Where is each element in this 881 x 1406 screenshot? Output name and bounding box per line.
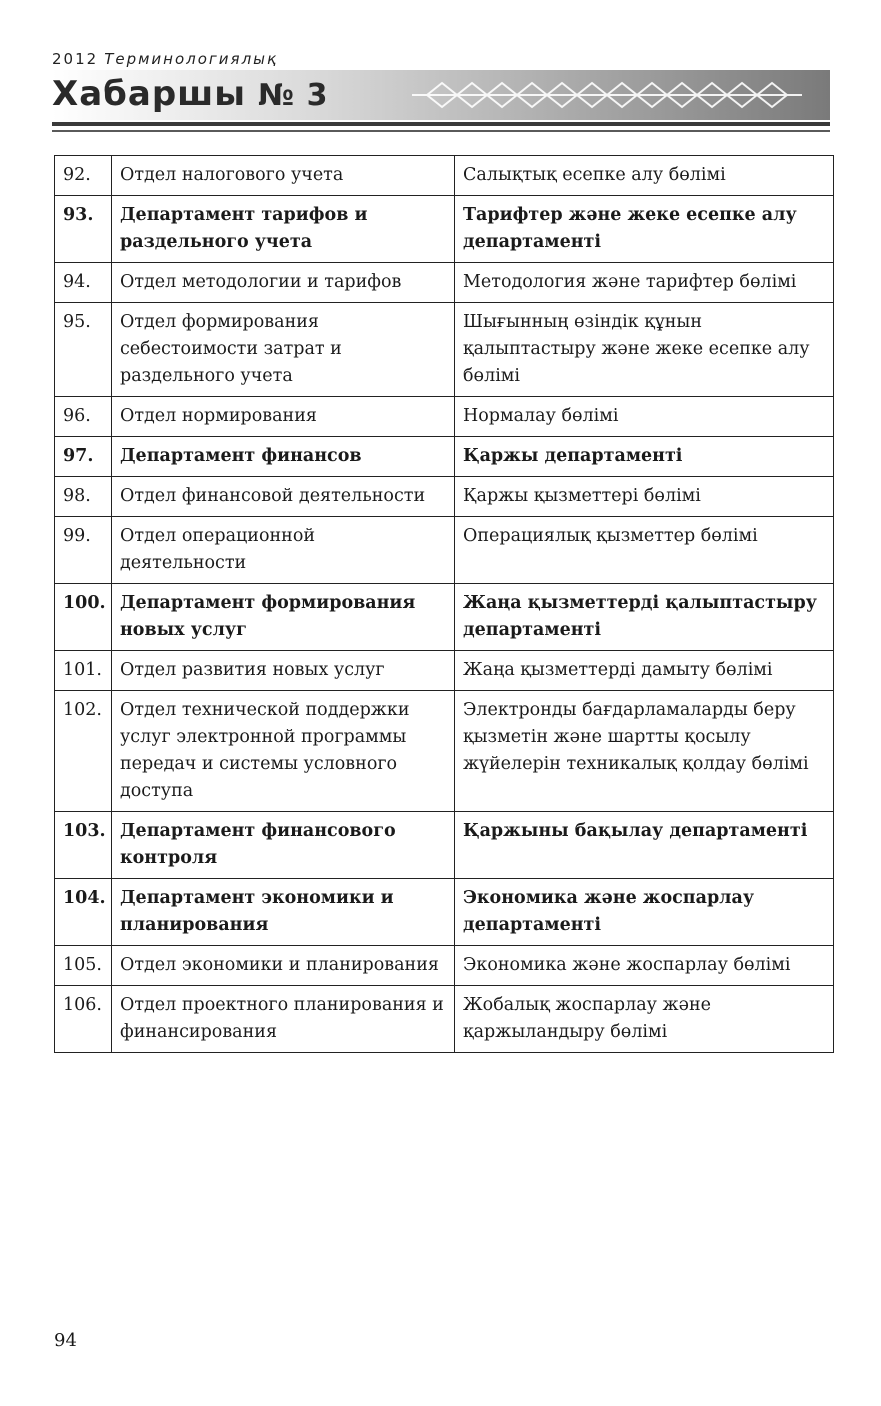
table-row	[55, 477, 834, 517]
kazakh-term: Шығынның өзіндік құнын қалыптастыру және жеке есепке алу бөлімі	[455, 303, 834, 397]
table-row	[55, 946, 834, 986]
russian-term: Отдел проектного планирования и финансирования	[112, 986, 455, 1053]
russian-term: Департамент финансового контроля	[112, 812, 455, 879]
row-number: 104.	[55, 879, 112, 946]
row-number: 98.	[55, 477, 112, 517]
russian-term: Департамент формирования новых услуг	[112, 584, 455, 651]
table-row	[55, 651, 834, 691]
journal-header-line	[52, 50, 278, 68]
kazakh-term: Электронды бағдарламаларды беру қызметін және шартты қосылу жүйелерін техникалық қолдау бөлімі	[455, 691, 834, 812]
kazakh-term: Жаңа қызметтерді қалыптастыру департаменті	[455, 584, 834, 651]
russian-term: Отдел налогового учета	[112, 156, 455, 196]
kazakh-term: Жобалық жоспарлау және қаржыландыру бөлімі	[455, 986, 834, 1053]
kazakh-term: Қаржы қызметтері бөлімі	[455, 477, 834, 517]
row-number: 101.	[55, 651, 112, 691]
table-row	[55, 691, 834, 812]
russian-term: Отдел методологии и тарифов	[112, 263, 455, 303]
russian-term: Отдел экономики и планирования	[112, 946, 455, 986]
row-number: 93.	[55, 196, 112, 263]
russian-term: Отдел финансовой деятельности	[112, 477, 455, 517]
kazakh-term: Экономика және жоспарлау департаменті	[455, 879, 834, 946]
russian-term: Департамент финансов	[112, 437, 455, 477]
row-number: 102.	[55, 691, 112, 812]
row-number: 103.	[55, 812, 112, 879]
kazakh-term: Нормалау бөлімі	[455, 397, 834, 437]
terminology-table	[54, 155, 834, 1053]
journal-issue: № 3	[258, 78, 329, 113]
table-row	[55, 437, 834, 477]
table-row	[55, 879, 834, 946]
russian-term: Департамент экономики и планирования	[112, 879, 455, 946]
journal-name: Хабаршы	[52, 74, 247, 114]
kazakh-term: Жаңа қызметтерді дамыту бөлімі	[455, 651, 834, 691]
terminology-table-body	[55, 156, 834, 1053]
table-row	[55, 263, 834, 303]
row-number: 105.	[55, 946, 112, 986]
kazakh-term: Методология және тарифтер бөлімі	[455, 263, 834, 303]
table-row	[55, 986, 834, 1053]
page-number: 94	[54, 1330, 77, 1351]
journal-year: 2012	[52, 50, 99, 68]
kazakh-term: Қаржы департаменті	[455, 437, 834, 477]
russian-term: Отдел развития новых услуг	[112, 651, 455, 691]
kazakh-term: Экономика және жоспарлау бөлімі	[455, 946, 834, 986]
header-rule-thick	[52, 122, 830, 126]
kazakh-term: Қаржыны бақылау департаменті	[455, 812, 834, 879]
row-number: 94.	[55, 263, 112, 303]
row-number: 96.	[55, 397, 112, 437]
table-row	[55, 812, 834, 879]
row-number: 95.	[55, 303, 112, 397]
table-row	[55, 397, 834, 437]
kazakh-term: Операциялық қызметтер бөлімі	[455, 517, 834, 584]
table-row	[55, 156, 834, 196]
row-number: 100.	[55, 584, 112, 651]
row-number: 99.	[55, 517, 112, 584]
russian-term: Отдел формирования себестоимости затрат и раздельного учета	[112, 303, 455, 397]
kazakh-term: Салықтық есепке алу бөлімі	[455, 156, 834, 196]
row-number: 106.	[55, 986, 112, 1053]
header-rule-thin	[52, 130, 830, 132]
journal-subtitle: Терминологиялық	[104, 50, 279, 68]
journal-title	[52, 74, 328, 114]
russian-term: Отдел нормирования	[112, 397, 455, 437]
table-row	[55, 584, 834, 651]
russian-term: Департамент тарифов и раздельного учета	[112, 196, 455, 263]
table-row	[55, 517, 834, 584]
table-row	[55, 196, 834, 263]
kazakh-term: Тарифтер және жеке есепке алу департаменті	[455, 196, 834, 263]
row-number: 92.	[55, 156, 112, 196]
russian-term: Отдел технической поддержки услуг электронной программы передач и системы условного доступа	[112, 691, 455, 812]
table-row	[55, 303, 834, 397]
russian-term: Отдел операционной деятельности	[112, 517, 455, 584]
row-number: 97.	[55, 437, 112, 477]
